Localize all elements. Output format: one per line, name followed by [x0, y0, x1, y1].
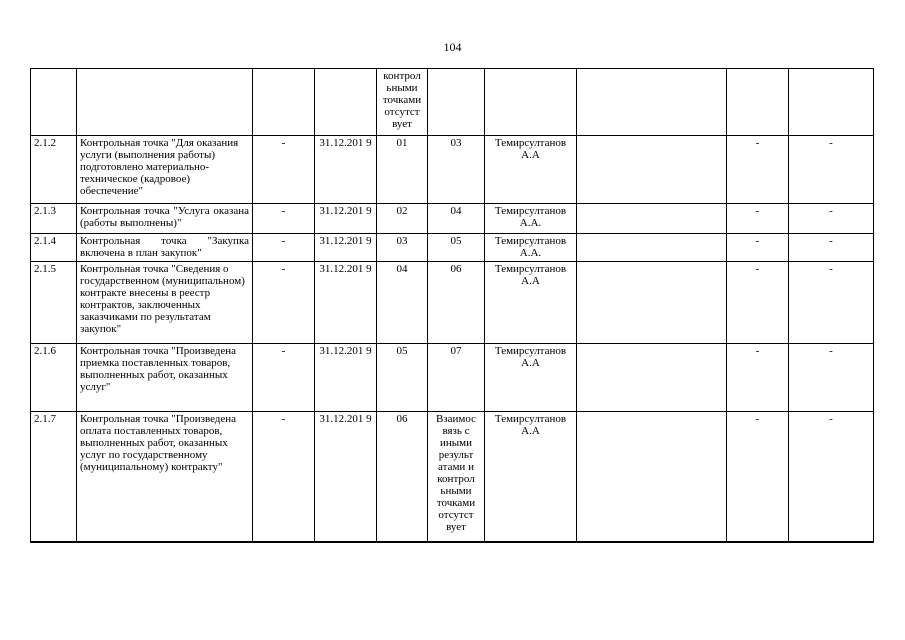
cell-empty [577, 234, 727, 262]
cell-date: 31.12.201 9 [315, 204, 377, 234]
cell-empty [577, 262, 727, 344]
cell-dash: - [789, 412, 874, 542]
table-row [31, 234, 874, 262]
cell-empty [577, 69, 727, 136]
page-number: 104 [443, 40, 462, 54]
cell-code: 05 [377, 344, 428, 412]
cell-number: 2.1.5 [31, 262, 77, 344]
cell-number: 2.1.3 [31, 204, 77, 234]
control-points-table [30, 68, 874, 543]
cell-date: 31.12.201 9 [315, 136, 377, 204]
cell-empty [577, 204, 727, 234]
table-row [31, 204, 874, 234]
cell-empty [428, 69, 485, 136]
cell-empty [77, 69, 253, 136]
cell-dash: - [727, 262, 789, 344]
cell-empty [727, 69, 789, 136]
table-row [31, 344, 874, 412]
cell-empty [31, 69, 77, 136]
cell-dash: - [727, 234, 789, 262]
table-row-continuation [31, 69, 874, 136]
table-row [31, 412, 874, 542]
cell-empty [577, 136, 727, 204]
cell-dash: - [727, 344, 789, 412]
cell-name: Контрольная точка "Закупка включена в план закупок" [77, 234, 253, 262]
cell-dash: - [253, 204, 315, 234]
cell-date: 31.12.201 9 [315, 344, 377, 412]
cell-dash: - [789, 262, 874, 344]
cell-link: 05 [428, 234, 485, 262]
cell-name: Контрольная точка "Услуга оказана (работы выполнены)" [77, 204, 253, 234]
cell-date: 31.12.201 9 [315, 234, 377, 262]
cell-dash: - [253, 136, 315, 204]
cell-responsible: Темирсултанов А.А [485, 344, 577, 412]
cell-date: 31.12.201 9 [315, 262, 377, 344]
cell-dash: - [727, 204, 789, 234]
cell-code: 06 [377, 412, 428, 542]
cell-link: 03 [428, 136, 485, 204]
cell-dash: - [253, 344, 315, 412]
table-row [31, 136, 874, 204]
cell-link: 07 [428, 344, 485, 412]
cell-dash: - [253, 262, 315, 344]
cell-name: Контрольная точка "Сведения о государственном (муниципальном) контракте внесены в реестр контрактов, заключенных заказчиками по результатам закупок" [77, 262, 253, 344]
cell-responsible: Темирсултанов А.А [485, 262, 577, 344]
cell-responsible: Темирсултанов А.А. [485, 204, 577, 234]
cell-empty [789, 69, 874, 136]
cell-dash: - [789, 136, 874, 204]
cell-number: 2.1.4 [31, 234, 77, 262]
cell-code: 02 [377, 204, 428, 234]
cell-responsible: Темирсултанов А.А. [485, 234, 577, 262]
cell-code: 01 [377, 136, 428, 204]
cell-number: 2.1.6 [31, 344, 77, 412]
cell-dash: - [789, 234, 874, 262]
cell-dash: - [253, 234, 315, 262]
cell-dash: - [253, 412, 315, 542]
cell-link: 06 [428, 262, 485, 344]
cell-link-note: контрол ьными точками отсутст вует [377, 69, 428, 136]
cell-code: 04 [377, 262, 428, 344]
cell-empty [315, 69, 377, 136]
table-row [31, 262, 874, 344]
cell-date: 31.12.201 9 [315, 412, 377, 542]
cell-empty [577, 412, 727, 542]
cell-link: Взаимос вязь с иными результ атами и контрол ьными точками отсутст вует [428, 412, 485, 542]
cell-name: Контрольная точка "Произведена приемка поставленных товаров, выполненных работ, оказанных услуг" [77, 344, 253, 412]
cell-dash: - [727, 412, 789, 542]
cell-dash: - [727, 136, 789, 204]
cell-responsible: Темирсултанов А.А [485, 136, 577, 204]
cell-dash: - [789, 344, 874, 412]
cell-code: 03 [377, 234, 428, 262]
cell-empty [253, 69, 315, 136]
cell-number: 2.1.7 [31, 412, 77, 542]
cell-link: 04 [428, 204, 485, 234]
cell-name: Контрольная точка "Для оказания услуги (выполнения работы) подготовлено материально-техническое (кадровое) обеспечение" [77, 136, 253, 204]
cell-name: Контрольная точка "Произведена оплата поставленных товаров, выполненных работ, оказанных услуг по государственному (муниципальному) контракту" [77, 412, 253, 542]
cell-dash: - [789, 204, 874, 234]
cell-responsible: Темирсултанов А.А [485, 412, 577, 542]
cell-number: 2.1.2 [31, 136, 77, 204]
cell-empty [485, 69, 577, 136]
cell-empty [577, 344, 727, 412]
